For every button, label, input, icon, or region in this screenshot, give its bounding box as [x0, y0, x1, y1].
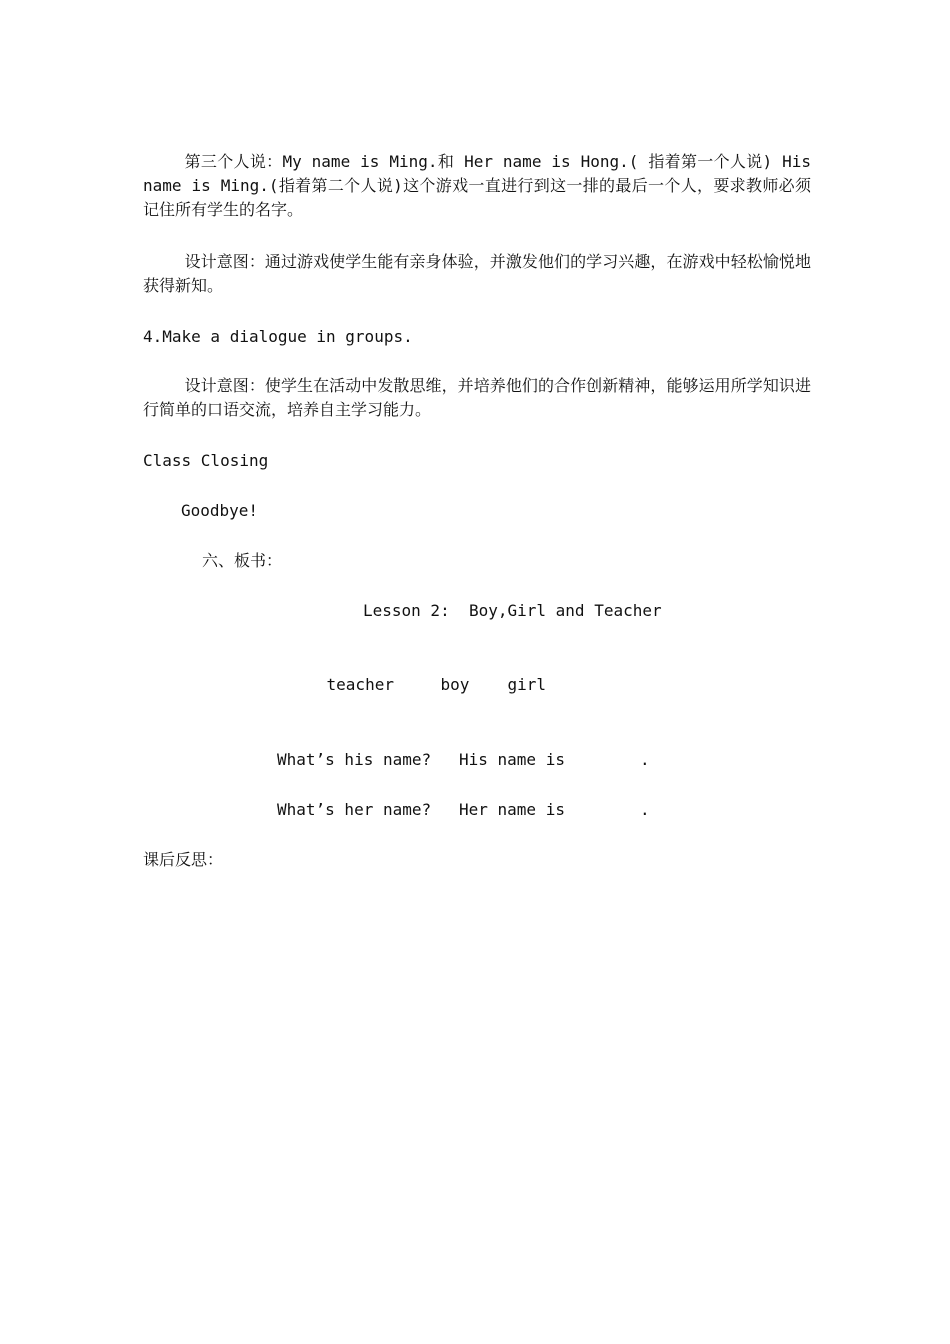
reflection-heading: 课后反思：: [143, 850, 224, 869]
vocabulary-row: [402, 649, 469, 721]
vocab-word-girl: girl: [507, 675, 547, 694]
vocabulary-row: [469, 649, 546, 721]
vocab-word-boy: boy: [440, 675, 470, 694]
step-4-heading: 4.Make a dialogue in groups.: [143, 327, 413, 346]
vocabulary-row: [288, 649, 394, 721]
sentence-his-question: What’s his name?: [277, 750, 432, 769]
paragraph-game-description: 第三个人说：My name is Ming.和 Her name is Hong.( 指着第一个人说) His name is Ming.(指着第二个人说)这个游戏一直进行到这一排的最后一个人，要求教师必须记住所有学生的名字。: [143, 152, 811, 219]
lesson-title: Lesson 2: Boy,Girl and Teacher: [363, 601, 662, 620]
paragraph-design-intent-2: 设计意图：使学生在活动中发散思维，并培养他们的合作创新精神，能够运用所学知识进行简单的口语交流，培养自主学习能力。: [143, 376, 811, 419]
class-closing-heading: Class Closing: [143, 451, 269, 470]
blackboard-heading: 六、板书：: [202, 551, 283, 570]
sentence-his-period: .: [640, 750, 650, 769]
vocab-word-teacher: teacher: [326, 675, 394, 694]
sentence-her-answer: Her name is: [459, 800, 565, 819]
paragraph-design-intent-1: 设计意图：通过游戏使学生能有亲身体验，并激发他们的学习兴趣，在游戏中轻松愉悦地获得新知。: [143, 252, 811, 295]
sentence-her-question: What’s her name?: [277, 800, 432, 819]
sentence-her-period: .: [640, 800, 650, 819]
goodbye-text: Goodbye!: [181, 501, 259, 520]
sentence-his-answer: His name is: [459, 750, 565, 769]
